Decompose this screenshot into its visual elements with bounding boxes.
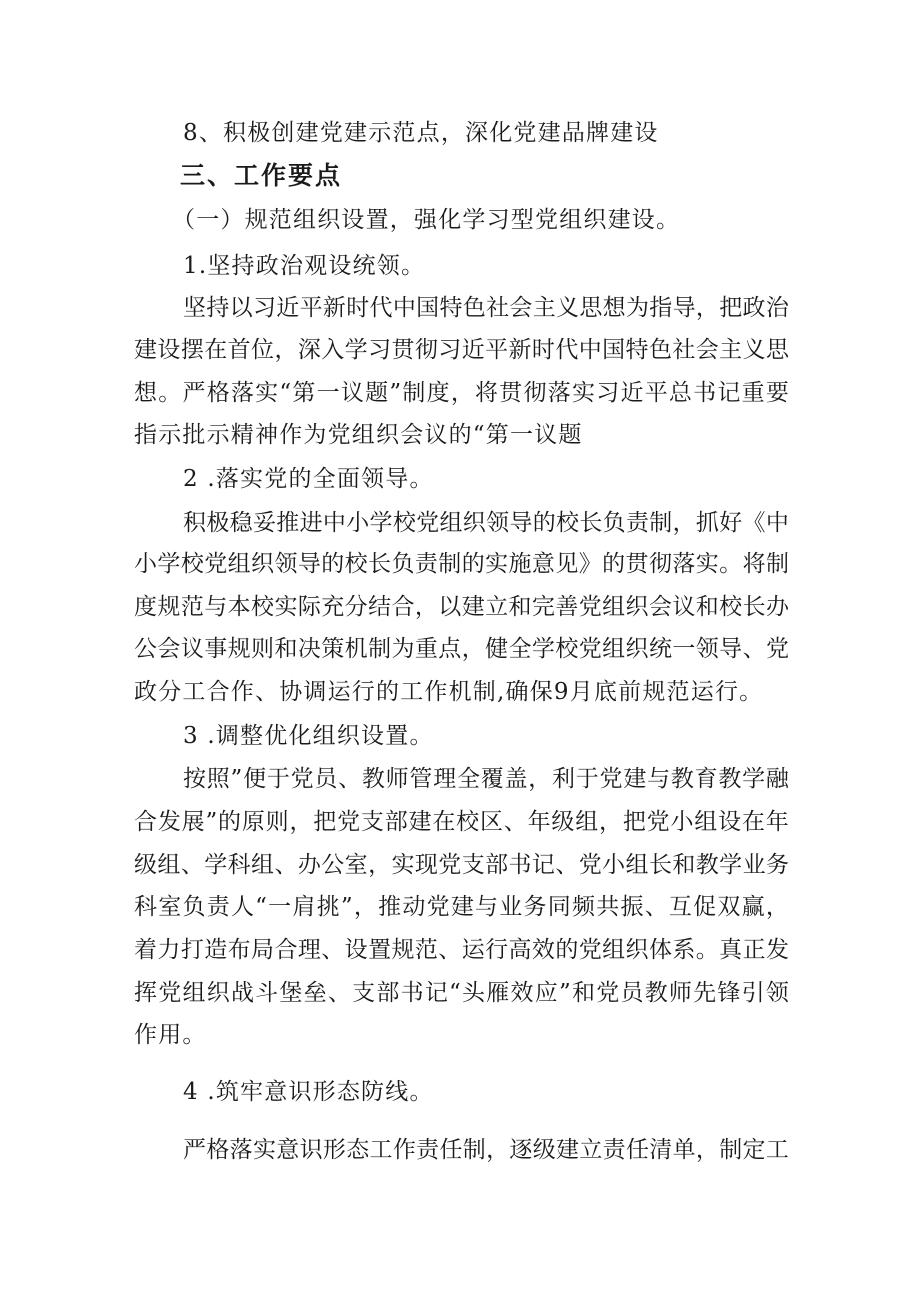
point-3-line: 着 力 打 造 布 局 合 理 、 设 置 规 范 、 运 行 高 效 的 党 组 织 体 系 。 真 正 发 <box>134 937 789 963</box>
section-title: 三、工作要点 <box>180 161 343 190</box>
point-1-title: 1.坚持政治观设统领。 <box>183 253 426 279</box>
item-8-line: 8、积极创建党建示范点，深化党建品牌建设 <box>183 120 659 146</box>
point-2-line: 政分工合作、协调运行的工作机制,确保9月底前规范运行。 <box>134 679 764 705</box>
point-1-line: 想 。 严 格 落 实 “ 第 一 议 题 ” 制 度 ， 将 贯 彻 落 实 习 近 平 总 书 记 重 要 <box>134 380 789 406</box>
point-1-line: 坚 持 以 习 近 平 新 时 代 中 国 特 色 社 会 主 义 思 想 为 指 导 ， 把 政 治 <box>183 295 789 321</box>
point-3-line: 挥 党 组 织 战 斗 堡 垒 、 支 部 书 记 “ 头 雁 效 应 ” 和 党 员 教 师 先 锋 引 领 <box>134 980 789 1006</box>
point-3-title: 3 .调整优化组织设置。 <box>183 723 434 749</box>
point-3-line: 按 照 ” 便 于 党 员 、 教 师 管 理 全 覆 盖 ， 利 于 党 建 与 教 育 教 学 融 <box>183 766 789 792</box>
point-2-line: 度 规 范 与 本 校 实 际 充 分 结 合 ， 以 建 立 和 完 善 党 组 织 会 议 和 校 长 办 <box>134 594 789 620</box>
point-2-line: 积 极 稳 妥 推 进 中 小 学 校 党 组 织 领 导 的 校 长 负 责 制 ， 抓 好 《 中 <box>183 510 789 536</box>
point-2-title: 2 .落实党的全面领导。 <box>183 466 434 492</box>
point-3-line: 合 发 展 ” 的 原 则 ， 把 党 支 部 建 在 校 区 、 年 级 组 ， 把 党 小 组 设 在 年 <box>134 809 789 835</box>
point-4-line: 严 格 落 实 意 识 形 态 工 作 责 任 制 ， 逐 级 建 立 责 任 清 单 ， 制 定 工 <box>183 1137 789 1163</box>
point-3-line: 科 室 负 责 人 “ 一 肩 挑 ” ， 推 动 党 建 与 业 务 同 频 共 振 、 互 促 双 赢 ， <box>134 894 789 920</box>
point-2-line: 小 学 校 党 组 织 领 导 的 校 长 负 责 制 的 实 施 意 见 》 的 贯 彻 落 实 。 将 制 <box>134 551 789 577</box>
subsection-title: （一）规范组织设置，强化学习型党组织建设。 <box>172 207 681 233</box>
point-1-line: 建 设 摆 在 首 位 ， 深 入 学 习 贯 彻 习 近 平 新 时 代 中 国 特 色 社 会 主 义 思 <box>134 337 789 363</box>
point-3-line: 级 组 、 学 科 组 、 办 公 室 ， 实 现 党 支 部 书 记 、 党 小 组 长 和 教 学 业 务 <box>134 852 789 878</box>
point-4-title: 4 .筑牢意识形态防线。 <box>183 1079 434 1105</box>
point-1-line: 指示批示精神作为党组织会议的“第一议题 <box>134 422 583 448</box>
point-2-line: 公 会 议 事 规 则 和 决 策 机 制 为 重 点 ， 健 全 学 校 党 组 织 统 一 领 导 、 党 <box>134 636 789 662</box>
point-3-line: 作用。 <box>134 1022 207 1048</box>
